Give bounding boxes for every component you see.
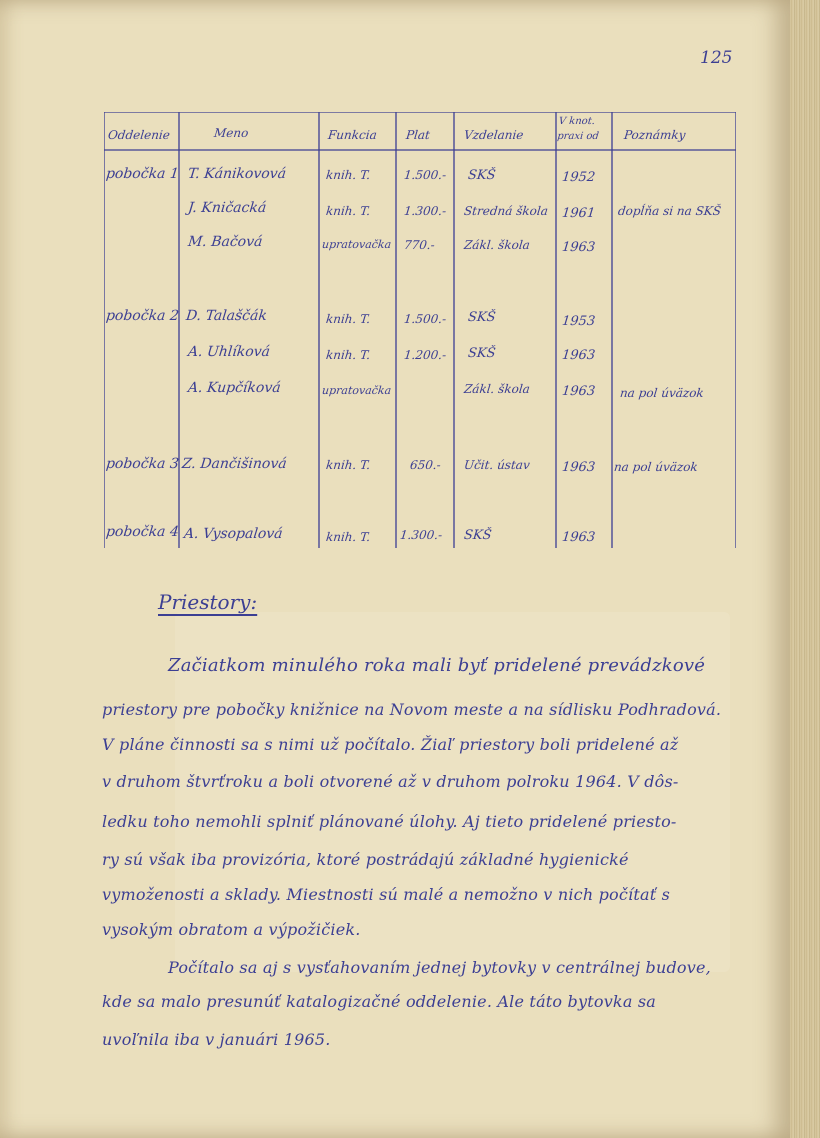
cell-od: 1963 xyxy=(561,530,596,545)
cell-funkcia: upratovačka xyxy=(321,238,392,251)
header-vzdelanie: Vzdelanie xyxy=(463,128,525,142)
cell-meno: A. Vysopalová xyxy=(183,526,284,542)
cell-meno: A. Uhlíková xyxy=(187,344,271,360)
paragraph-line: priestory pre pobočky knižnice na Novom meste a na sídlisku Podhradová. xyxy=(102,700,722,719)
cell-plat: 650.- xyxy=(409,458,442,472)
cell-vzdelanie: Zákl. škola xyxy=(463,238,531,252)
cell-funkcia: knih. T. xyxy=(325,348,371,362)
cell-oddelenie: pobočka 4 xyxy=(105,524,180,540)
cell-meno: M. Bačová xyxy=(187,234,264,250)
page-number: 125 xyxy=(700,48,733,68)
cell-plat: 1.500.- xyxy=(403,312,447,326)
cell-oddelenie: pobočka 3 xyxy=(105,456,180,472)
header-prax: V knot. praxi od xyxy=(556,116,600,142)
header-oddelenie: Oddelenie xyxy=(107,128,171,142)
cell-od: 1963 xyxy=(561,460,596,475)
cell-oddelenie: pobočka 1 xyxy=(105,166,180,182)
header-poznamky: Poznámky xyxy=(623,128,687,142)
cell-funkcia: upratovačka xyxy=(321,384,392,397)
cell-vzdelanie: SKŠ xyxy=(467,346,497,361)
paragraph-line: Začiatkom minulého roka mali byť pridelené prevádzkové xyxy=(168,655,706,676)
paragraph-line: ry sú však iba provizória, ktoré postrádajú základné hygienické xyxy=(102,850,629,869)
cell-od: 1961 xyxy=(561,206,596,221)
paragraph-line: vysokým obratom a výpožičiek. xyxy=(102,920,361,939)
section-heading: Priestory: xyxy=(158,590,258,614)
cell-poznamky: dopĺňa si na SKŠ xyxy=(617,204,722,218)
cell-plat: 1.500.- xyxy=(403,168,447,182)
cell-vzdelanie: SKŠ xyxy=(463,528,493,543)
cell-plat: 1.300.- xyxy=(399,528,443,542)
cell-od: 1963 xyxy=(561,384,596,399)
paragraph-line: v druhom štvrťroku a boli otvorené až v druhom polroku 1964. V dôs- xyxy=(102,772,679,791)
cell-meno: Z. Dančišinová xyxy=(181,456,288,472)
cell-meno: A. Kupčíková xyxy=(187,380,282,396)
paragraph-line: kde sa malo presunúť katalogizačné oddelenie. Ale táto bytovka sa xyxy=(102,992,657,1011)
cell-meno: J. Kničacká xyxy=(187,200,268,216)
cell-funkcia: knih. T. xyxy=(325,168,371,182)
paragraph-line: V pláne činnosti sa s nimi už počítalo. Žiaľ priestory boli pridelené až xyxy=(102,735,679,754)
paragraph-line: uvoľnila iba v januári 1965. xyxy=(102,1030,331,1049)
cell-od: 1963 xyxy=(561,348,596,363)
cell-funkcia: knih. T. xyxy=(325,530,371,544)
cell-plat: 1.200.- xyxy=(403,348,447,362)
paragraph-line: vymoženosti a sklady. Miestnosti sú malé a nemožno v nich počítať s xyxy=(102,885,671,904)
paragraph-line: Počítalo sa aj s vysťahovaním jednej bytovky v centrálnej budove, xyxy=(168,958,711,977)
cell-meno: T. Kánikovová xyxy=(187,166,287,182)
book-page-edges xyxy=(790,0,820,1138)
cell-poznamky: na pol úväzok xyxy=(619,386,705,400)
cell-plat: 770.- xyxy=(403,238,436,252)
staff-table xyxy=(104,112,736,548)
cell-poznamky: na pol úväzok xyxy=(613,460,699,474)
cell-vzdelanie: Stredná škola xyxy=(463,204,549,218)
cell-oddelenie: pobočka 2 xyxy=(105,308,180,324)
cell-funkcia: knih. T. xyxy=(325,204,371,218)
cell-funkcia: knih. T. xyxy=(325,458,371,472)
header-plat: Plat xyxy=(405,128,431,142)
cell-plat: 1.300.- xyxy=(403,204,447,218)
cell-vzdelanie: SKŠ xyxy=(467,310,497,325)
cell-od: 1963 xyxy=(561,240,596,255)
cell-vzdelanie: Učit. ústav xyxy=(463,458,531,472)
cell-od: 1952 xyxy=(561,170,596,185)
cell-vzdelanie: Zákl. škola xyxy=(463,382,531,396)
cell-funkcia: knih. T. xyxy=(325,312,371,326)
cell-meno: D. Talaščák xyxy=(185,308,268,324)
paragraph-line: ledku toho nemohli splniť plánované úlohy. Aj tieto pridelené priesto- xyxy=(102,812,677,831)
header-funkcia: Funkcia xyxy=(327,128,378,142)
cell-vzdelanie: SKŠ xyxy=(467,168,497,183)
cell-od: 1953 xyxy=(561,314,596,329)
header-meno: Meno xyxy=(213,126,250,140)
